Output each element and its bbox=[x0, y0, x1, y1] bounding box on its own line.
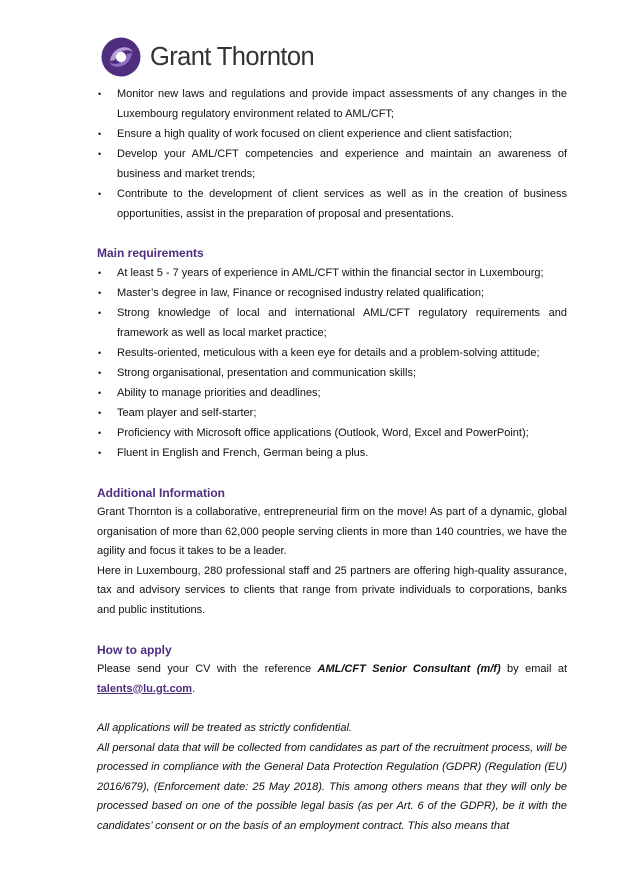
company-paragraph: Grant Thornton is a collaborative, entrepreneurial firm on the move! As part of a dynamic, global organisation of more than 62,000 people serving clients in more than 140 countries, we have the agility and focus it takes to be a leader. bbox=[97, 506, 567, 557]
list-item: • Ability to manage priorities and deadlines; bbox=[97, 383, 567, 403]
list-item: • Results-oriented, meticulous with a keen eye for details and a problem-solving attitude; bbox=[97, 343, 567, 363]
brand-name: Grant Thornton bbox=[150, 42, 315, 71]
requirements-list bbox=[97, 263, 567, 463]
apply-text: by email at bbox=[500, 663, 568, 675]
list-item: • Contribute to the development of client services as well as in the creation of business opportunities, assist in the preparation of proposal and presentations. bbox=[97, 184, 567, 224]
list-item: • Team player and self-starter; bbox=[97, 403, 567, 423]
apply-text: Please send your CV with the reference bbox=[97, 663, 318, 675]
list-item: • At least 5 - 7 years of experience in AML/CFT within the financial sector in Luxembourg; bbox=[97, 263, 567, 283]
list-item: • Master’s degree in law, Finance or recognised industry related qualification; bbox=[97, 283, 567, 303]
email-link[interactable]: talents@lu.gt.com bbox=[97, 682, 193, 695]
grant-thornton-swirl-icon bbox=[101, 37, 141, 77]
job-description bbox=[97, 84, 567, 836]
position-reference: AML/CFT Senior Consultant (m/f) bbox=[317, 663, 501, 675]
list-item: • Strong knowledge of local and international AML/CFT regulatory requirements and framework as well as local market practice; bbox=[97, 303, 567, 343]
additional-information-heading: Additional Information bbox=[97, 486, 225, 500]
list-item: • Strong organisational, presentation and communication skills; bbox=[97, 363, 567, 383]
list-item: • Proficiency with Microsoft office applications (Outlook, Word, Excel and PowerPoint); bbox=[97, 423, 567, 443]
apply-text: . bbox=[192, 682, 196, 695]
list-item: • Ensure a high quality of work focused on client experience and client satisfaction; bbox=[97, 124, 567, 144]
main-requirements-heading: Main requirements bbox=[97, 246, 204, 260]
luxembourg-paragraph: Here in Luxembourg, 280 professional staff and 25 partners are offering high-quality assurance, tax and advisory services to clients that range from private individuals to corporations, banks and public institutions. bbox=[97, 564, 567, 616]
gdpr-paragraph: All personal data that will be collected from candidates as part of the recruitment process, will be processed in compliance with the General Data Protection Regulation (GDPR) (Regulation (EU) 2016/679), (Enforcement date: 25 May 2018). This among others means that they will only be processed based on one of the possible legal basis (as per Art. 6 of the GDPR), be it with the candidates’ consent or on the basis of an employment contract. This also means that bbox=[97, 741, 567, 832]
grant-thornton-logo bbox=[101, 37, 314, 77]
list-item: • Develop your AML/CFT competencies and experience and maintain an awareness of business and market trends; bbox=[97, 144, 567, 184]
how-to-apply-heading: How to apply bbox=[97, 643, 172, 657]
confidentiality-note: All applications will be treated as strictly confidential. bbox=[97, 722, 352, 734]
list-item: • Fluent in English and French, German being a plus. bbox=[97, 443, 567, 463]
apply-paragraph bbox=[97, 660, 567, 699]
responsibilities-list bbox=[97, 84, 567, 224]
list-item: • Monitor new laws and regulations and provide impact assessments of any changes in the Luxembourg regulatory environment related to AML/CFT; bbox=[97, 84, 567, 124]
